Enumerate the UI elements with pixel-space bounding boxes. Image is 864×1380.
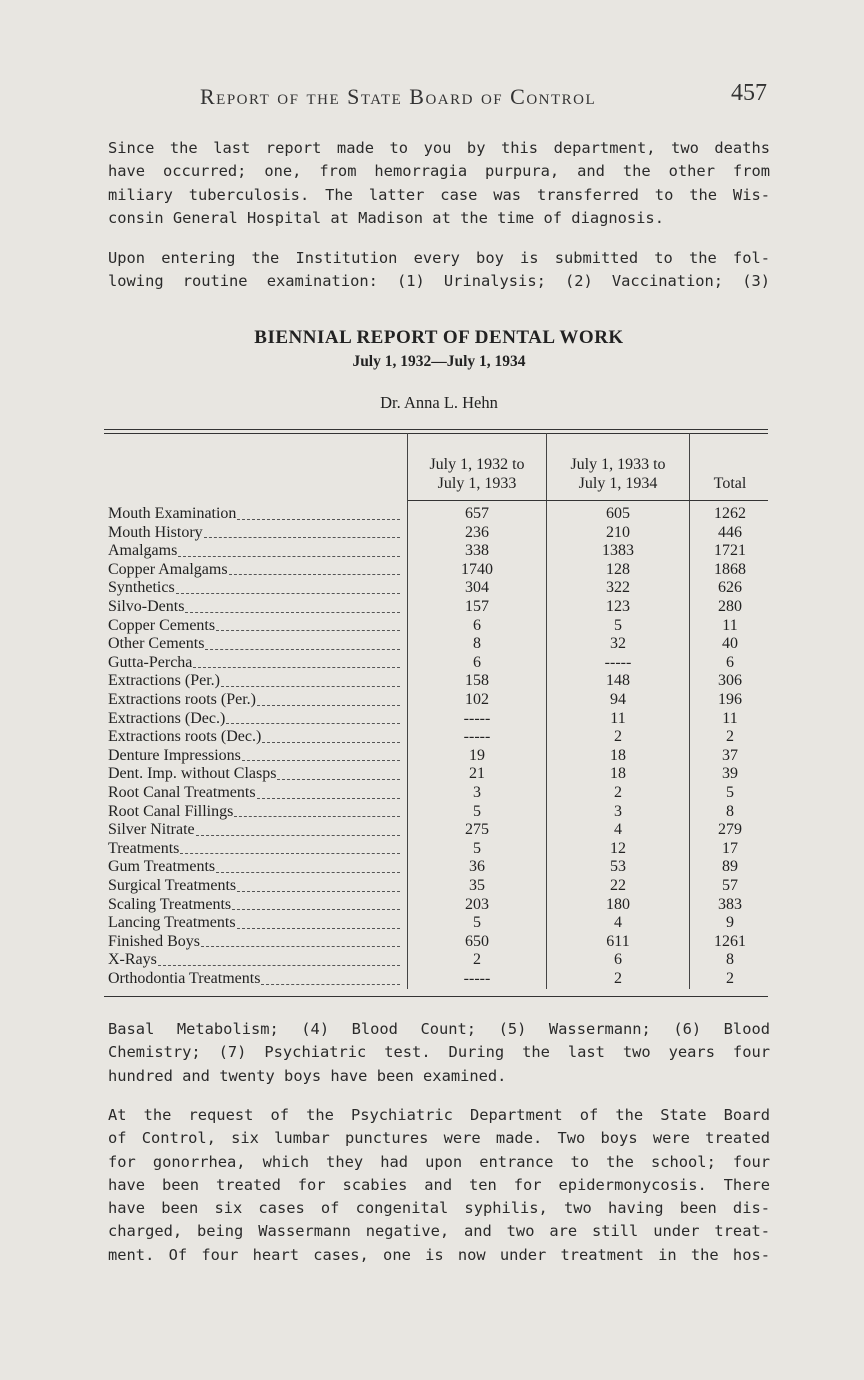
row-label-text: Surgical Treatments [108,877,237,894]
table-cell-1933-1934: 94 [610,691,626,708]
paragraph-line: have been six cases of congenital syphilis, two having been dis- [108,1199,770,1218]
paragraph-line: have been treated for scabies and ten for epidermonycosis. There [108,1175,770,1194]
table-row-label [108,524,404,543]
table-cell-total: 11 [722,616,738,634]
dot-leader [229,573,400,575]
paragraph-line: ment. Of four heart cases, one is now under treatment in the hos- [108,1245,770,1264]
table-cell-total: 17 [722,839,738,857]
table-row-label [108,784,404,803]
table-cell-1932-1933: 35 [469,877,485,894]
table-row-label [108,617,404,636]
dot-leader [226,722,400,724]
paragraph-line: hundred and twenty boys have been examined. [108,1066,507,1085]
dot-leader [180,852,400,854]
dot-leader [193,666,400,668]
table-cell-1932-1933: 102 [465,691,489,708]
table-cell-total: 6 [726,653,734,671]
dot-leader [216,629,400,631]
paragraph-line: for gonorrhea, which they had upon entrance to the school; four [108,1152,770,1171]
table-cell-1932-1933: ----- [463,970,491,987]
dot-leader [257,797,400,799]
dot-leader [216,871,400,873]
dot-leader [204,536,400,538]
table-row-label [108,505,404,524]
table-cell-1933-1934: 2 [614,728,622,746]
table-cell-1933-1934: 4 [614,914,622,932]
table-top-rule [104,429,768,430]
dot-leader [201,945,400,947]
dot-leader [237,890,400,892]
table-cell-total: 1868 [714,560,746,578]
paragraph-2 [108,247,770,294]
table-cell-1933-1934: 53 [610,858,626,876]
table-cell-1932-1933: 650 [465,932,489,950]
table-cell-1933-1934: 148 [606,672,630,690]
row-label-text: Copper Amalgams [108,560,228,578]
row-label-text: Extractions (Per.) [108,672,220,690]
dot-leader [257,704,400,706]
table-cell-total: 279 [718,821,742,839]
table-row-label [108,803,404,822]
table-cell-total: 8 [726,802,734,820]
table-row-label [108,598,404,617]
table-cell-total: 1721 [714,542,746,560]
table-row-label [108,765,404,784]
paragraph-line: At the request of the Psychiatric Department of the State Board [108,1106,770,1124]
table-bottom-rule [104,996,768,997]
table-cell-1932-1933: 5 [473,839,481,857]
table-row-label [108,970,404,989]
table-cell-1933-1934: 4 [614,821,622,839]
table-row-label [108,951,404,970]
dot-leader [176,592,400,594]
table-cell-1933-1934: 5 [614,616,622,634]
table-row-label [108,710,404,729]
table-cell-1932-1933: 3 [473,784,481,801]
paragraph-1 [108,137,770,230]
table-cell-1932-1933: 157 [465,598,489,615]
report-author: Dr. Anna L. Hehn [380,393,498,412]
column-header-line: July 1, 1933 [437,475,517,492]
table-row-label [108,635,404,654]
row-label-text: Synthetics [108,579,175,597]
row-label-text: Denture Impressions [108,746,241,764]
paragraph-line: Chemistry; (7) Psychiatric test. During the last two years four [108,1043,770,1062]
table-cell-total: 280 [718,598,742,615]
table-cell-1933-1934: 1383 [602,542,634,560]
table-cell-total: 196 [718,691,742,708]
running-head-title: Report of the State Board of Control [200,84,597,109]
table-cell-1932-1933: 275 [465,821,489,839]
row-label-text: Silver Nitrate [108,821,195,839]
table-row-label [108,561,404,580]
table-cell-1932-1933: 1740 [461,560,493,578]
table-cell-1933-1934: 22 [610,877,626,894]
row-label-text: Finished Boys [108,932,201,950]
paragraph-line: miliary tuberculosis. The latter case was transferred to the Wis- [108,185,770,204]
table-row-label [108,914,404,933]
table-cell-1933-1934: 32 [610,635,626,653]
table-cell-1933-1934: 18 [610,765,626,783]
table-row-label [108,691,404,710]
row-label-text: Root Canal Fillings [108,802,234,820]
table-cell-1932-1933: 19 [469,746,485,764]
table-cell-1933-1934: 11 [610,709,626,727]
row-label-text: Mouth History [108,523,203,541]
row-label-text: Root Canal Treatments [108,784,256,801]
row-label-text: Scaling Treatments [108,895,232,913]
report-title: BIENNIAL REPORT OF DENTAL WORK [254,327,624,348]
dot-leader [237,927,400,929]
column-header-1933-1934 [547,455,689,493]
table-row-label [108,579,404,598]
table-row-label [108,654,404,673]
table-cell-1933-1934: 12 [610,839,626,857]
table-row-label [108,877,404,896]
row-label-text: Mouth Examination [108,505,237,522]
dot-leader [178,555,400,557]
dot-leader [277,778,400,780]
table-cell-1932-1933: 8 [473,635,481,653]
paragraph-line: Basal Metabolism; (4) Blood Count; (5) Wassermann; (6) Blood [108,1020,770,1038]
table-cell-1932-1933: 304 [465,579,489,597]
table-cell-total: 1262 [714,505,746,522]
dot-leader [221,685,400,687]
table-cell-total: 89 [722,858,738,876]
table-row-label [108,821,404,840]
table-top-rule-2 [104,433,768,434]
dot-leader [185,611,400,613]
column-header-line: July 1, 1934 [578,475,658,492]
dot-leader [261,983,400,985]
table-row-label [108,542,404,561]
table-cell-total: 2 [726,970,734,987]
paragraph-line: have occurred; one, from hemorragia purpura, and the other from [108,162,770,181]
paragraph-4 [108,1104,770,1267]
table-cell-1932-1933: 36 [469,858,485,876]
table-cell-1932-1933: 338 [465,542,489,560]
dot-leader [205,648,400,650]
table-cell-total: 37 [722,746,738,764]
table-cell-1933-1934: 18 [610,746,626,764]
paragraph-line: lowing routine examination: (1) Urinalysis; (2) Vaccination; (3) [108,272,770,291]
row-label-text: Extractions roots (Dec.) [108,728,262,746]
row-label-text: Copper Cements [108,616,216,634]
table-cell-1932-1933: 6 [473,616,481,634]
table-row-label [108,896,404,915]
row-label-text: Silvo-Dents [108,598,185,615]
table-cell-1932-1933: 2 [473,951,481,969]
table-cell-1933-1934: 180 [606,895,630,913]
row-label-text: Dent. Imp. without Clasps [108,765,277,783]
dot-leader [237,518,400,520]
column-header-1932-1933 [408,455,546,493]
table-cell-1933-1934: 3 [614,802,622,820]
table-cell-1932-1933: 5 [473,802,481,820]
table-cell-1932-1933: 5 [473,914,481,932]
table-cell-1933-1934: 2 [614,970,622,987]
table-cell-1933-1934: ----- [604,653,632,671]
table-row-label [108,933,404,952]
table-cell-total: 57 [722,877,738,894]
table-cell-total: 626 [718,579,742,597]
table-cell-1932-1933: 203 [465,895,489,913]
column-header-total [690,455,770,493]
table-cell-total: 39 [722,765,738,783]
table-cell-1932-1933: ----- [463,709,491,727]
paragraph-line: of Control, six lumbar punctures were made. Two boys were treated [108,1129,770,1148]
column-header-line [690,455,770,474]
row-label-text: Gum Treatments [108,858,216,876]
paragraph-line: charged, being Wassermann negative, and two are still under treat- [108,1222,770,1241]
dot-leader [234,815,400,817]
dot-leader [242,759,400,761]
table-row-label [108,747,404,766]
table-cell-1933-1934: 123 [606,598,630,615]
table-cell-1932-1933: 21 [469,765,485,783]
row-label-text: Gutta-Percha [108,653,193,671]
table-cell-total: 8 [726,951,734,969]
report-period: July 1, 1932—July 1, 1934 [352,353,526,370]
table-row-label [108,840,404,859]
table-cell-1932-1933: ----- [463,728,491,746]
table-cell-total: 9 [726,914,734,932]
paragraph-line: Upon entering the Institution every boy is submitted to the fol- [108,249,770,267]
table-cell-1933-1934: 6 [614,951,622,969]
table-cell-total: 11 [722,709,738,727]
column-header-line: July 1, 1932 to [429,456,525,473]
row-label-text: X-Rays [108,951,157,969]
table-cell-total: 2 [726,728,734,746]
dot-leader [158,964,400,966]
table-row-label [108,672,404,691]
row-label-text: Treatments [108,839,180,857]
table-cell-1933-1934: 611 [606,932,630,950]
column-header-line: July 1, 1933 to [570,456,666,473]
table-cell-total: 383 [718,895,742,913]
paragraph-line: consin General Hospital at Madison at the time of diagnosis. [108,208,664,227]
paragraph-line: Since the last report made to you by this department, two deaths [108,139,770,157]
row-label-text: Orthodontia Treatments [108,970,261,987]
table-cell-1933-1934: 605 [606,505,630,522]
table-cell-1932-1933: 6 [473,653,481,671]
page-number: 457 [731,80,767,106]
table-cell-1932-1933: 236 [465,523,489,541]
table-cell-1933-1934: 2 [614,784,622,801]
table-cell-total: 5 [726,784,734,801]
table-cell-total: 306 [718,672,742,690]
table-cell-1932-1933: 657 [465,505,489,522]
table-row-label [108,728,404,747]
row-label-text: Extractions (Dec.) [108,709,226,727]
paragraph-3 [108,1018,770,1088]
row-label-text: Amalgams [108,542,178,560]
table-cell-total: 40 [722,635,738,653]
row-label-text: Extractions roots (Per.) [108,691,256,708]
table-cell-1933-1934: 322 [606,579,630,597]
dot-leader [232,908,400,910]
dot-leader [196,834,400,836]
table-cell-1933-1934: 128 [606,560,630,578]
row-label-text: Lancing Treatments [108,914,236,932]
row-label-text: Other Cements [108,635,205,653]
running-head [200,80,770,112]
table-row-label [108,858,404,877]
table-cell-1933-1934: 210 [606,523,630,541]
table-cell-1932-1933: 158 [465,672,489,690]
column-header-line: Total [713,475,747,492]
dot-leader [262,741,400,743]
table-cell-total: 446 [718,523,742,541]
table-cell-total: 1261 [714,932,746,950]
header-rule [408,500,768,501]
